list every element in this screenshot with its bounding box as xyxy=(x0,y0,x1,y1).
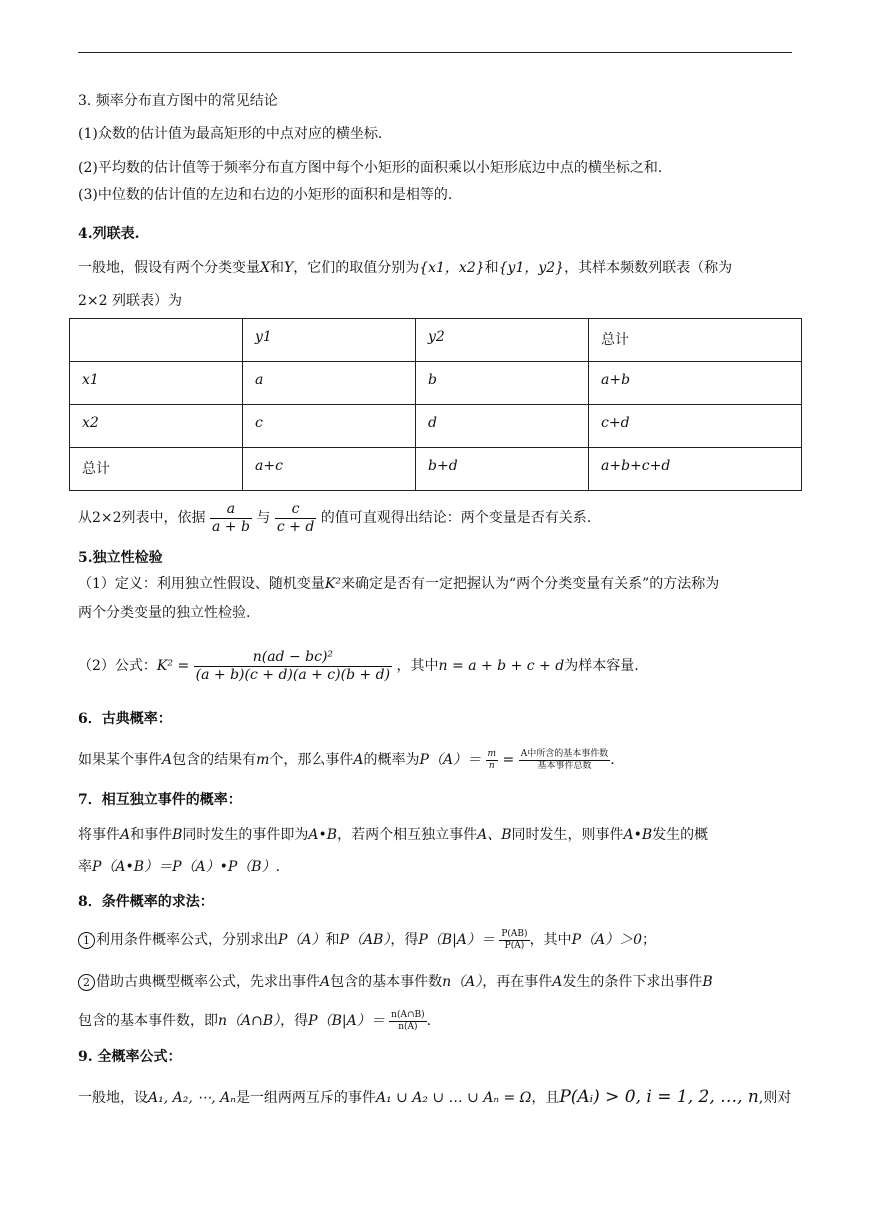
table-cell: a xyxy=(243,362,416,405)
section-9-text: 一般地，设A₁, A₂, ⋯, Aₙ是一组两两互斥的事件A₁ ∪ A₂ ∪ … ∪ Aₙ = Ω，且P(Aᵢ) > 0, i = 1, 2, …, n,则对 xyxy=(78,1087,792,1107)
section-7-line-2: 率P（A•B）＝P（A）•P（B）. xyxy=(78,859,281,875)
header-rule xyxy=(78,52,792,53)
chi-square-fraction: $\frac{\text{n(ad − bc)²}}{(a + b)(c + d)(a + c)(b + d)}$ xyxy=(195,648,391,683)
section-7-line-1: 将事件A和事件B同时发生的事件即为A•B，若两个相互独立事件A、B同时发生，则事件A•B发生的概 xyxy=(78,827,709,843)
section-6-title: 6．古典概率： xyxy=(78,711,172,727)
section-5-title: 5.独立性检验 xyxy=(78,550,163,566)
table-cell: b+d xyxy=(416,448,589,491)
section-3-item-1: (1)众数的估计值为最高矩形的中点对应的横坐标. xyxy=(78,126,383,142)
table-cell: 总计 xyxy=(70,448,243,491)
table-cell: a+c xyxy=(243,448,416,491)
fraction-count-conditional: $\frac{n(A\cap B)}{n(A)}$ xyxy=(391,1009,425,1032)
fraction-conditional: $\frac{P(AB)}{P(A)}$ xyxy=(501,928,528,951)
table-cell: x1 xyxy=(70,362,243,405)
contingency-table xyxy=(69,318,802,491)
table-cell: x2 xyxy=(70,405,243,448)
table-row xyxy=(70,362,802,405)
section-9-title: 9. 全概率公式： xyxy=(78,1049,182,1065)
section-3-item-3: (3)中位数的估计值的左边和右边的小矩形的面积和是相等的. xyxy=(78,187,453,203)
section-5-formula: （2）公式：K² = $\frac{\text{n(ad − bc)²}}{(a + b)(c + d)(a + c)(b + d)}$ ，其中n = a + b + c + d为样本容量. xyxy=(78,648,639,683)
section-5-definition: （1）定义：利用独立性假设、随机变量K²来确定是否有一定把握认为“两个分类变量有关系”的方法称为 xyxy=(78,576,720,592)
table-row xyxy=(70,448,802,491)
section-5-definition-cont: 两个分类变量的独立性检验. xyxy=(78,605,251,621)
section-4-intro: 一般地，假设有两个分类变量X和Y，它们的取值分别为{x1，x2}和{y1，y2}，其样本频数列联表（称为 xyxy=(78,260,733,276)
table-cell: a+b xyxy=(589,362,802,405)
section-4-conclusion: 从2×2列表中，依据 $\frac{a}{a + b}$ 与 $\frac{c}{c + d}$ 的值可直观得出结论：两个变量是否有关系. xyxy=(78,500,592,535)
table-cell: a+b+c+d xyxy=(589,448,802,491)
circled-one-icon: 1 xyxy=(78,932,95,949)
section-7-title: 7．相互独立事件的概率： xyxy=(78,792,242,808)
table-cell: y1 xyxy=(243,319,416,362)
section-3-item-2: (2)平均数的估计值等于频率分布直方图中每个小矩形的面积乘以小矩形底边中点的横坐标之和. xyxy=(78,160,663,176)
circled-two-icon: 2 xyxy=(78,974,95,991)
table-cell: y2 xyxy=(416,319,589,362)
table-row xyxy=(70,405,802,448)
table-cell: c xyxy=(243,405,416,448)
section-8-method-2: 2 借助古典概型概率公式，先求出事件A包含的基本事件数n（A），再在事件A发生的条件下求出事件B xyxy=(78,972,713,992)
table-cell: b xyxy=(416,362,589,405)
fraction-m-over-n: $\frac{m}{n}$ xyxy=(487,748,497,771)
table-row xyxy=(70,319,802,362)
fraction-a-over-a-plus-b: $\frac{a}{a + b}$ xyxy=(212,500,250,535)
section-3-title: 3. 频率分布直方图中的常见结论 xyxy=(78,93,278,109)
fraction-event-count: $\frac{\text{A中所含的基本事件数}}{\text{基本事件总数}}$ xyxy=(520,748,609,771)
section-6-text: 如果某个事件A包含的结果有m个，那么事件A的概率为P（A）＝ $\frac{m}{n}$ = $\frac{\text{A中所含的基本事件数}}{\text{基本事件总数}}$ . xyxy=(78,748,615,771)
fraction-c-over-c-plus-d: $\frac{c}{c + d}$ xyxy=(276,500,315,535)
table-cell: d xyxy=(416,405,589,448)
section-8-method-2-cont: 包含的基本事件数，即n（A∩B），得P（B|A）＝ $\frac{n(A\cap B)}{n(A)}$ . xyxy=(78,1009,432,1032)
section-4-intro-cont: 2×2 列联表）为 xyxy=(78,293,182,309)
table-cell xyxy=(70,319,243,362)
table-cell: c+d xyxy=(589,405,802,448)
section-4-title: 4.列联表. xyxy=(78,226,140,242)
section-8-method-1: 1 利用条件概率公式，分别求出P（A）和P（AB），得P（B|A）＝ $\frac{P(AB)}{P(A)}$ ，其中P（A）＞0； xyxy=(78,925,656,955)
section-8-title: 8．条件概率的求法： xyxy=(78,894,214,910)
table-cell: 总计 xyxy=(589,319,802,362)
